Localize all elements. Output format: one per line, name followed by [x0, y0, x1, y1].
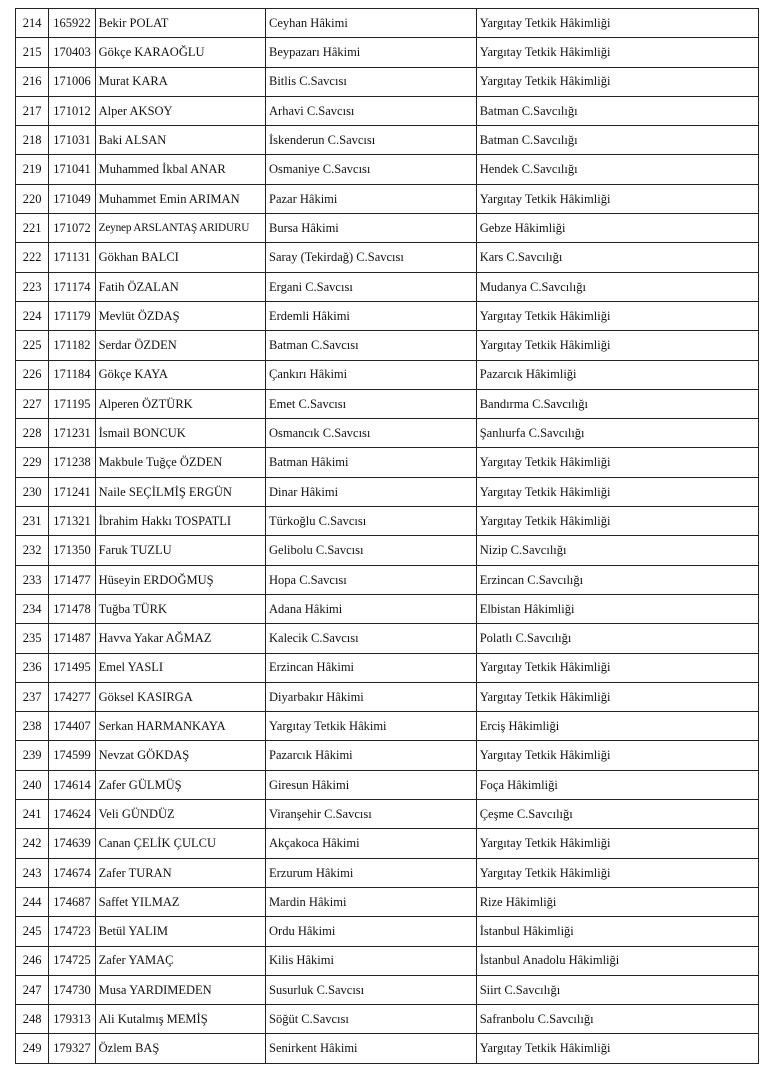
table-row — [16, 565, 759, 594]
row-number-cell: 222 — [16, 243, 49, 272]
person-name-cell: Zeynep ARSLANTAŞ ARIDURU — [95, 214, 265, 243]
row-number-cell: 249 — [16, 1034, 49, 1063]
row-number-cell: 243 — [16, 858, 49, 887]
registry-number-cell: 174730 — [49, 975, 95, 1004]
row-number-cell: 220 — [16, 184, 49, 213]
registry-number-cell: 171321 — [49, 507, 95, 536]
current-position-cell: Saray (Tekirdağ) C.Savcısı — [266, 243, 477, 272]
person-name-cell: Alper AKSOY — [95, 96, 265, 125]
new-position-cell: Yargıtay Tetkik Hâkimliği — [476, 682, 758, 711]
row-number-cell: 235 — [16, 624, 49, 653]
person-name-cell: Özlem BAŞ — [95, 1034, 265, 1063]
table-row — [16, 887, 759, 916]
new-position-cell: Hendek C.Savcılığı — [476, 155, 758, 184]
table-row — [16, 214, 759, 243]
person-name-cell: Hüseyin ERDOĞMUŞ — [95, 565, 265, 594]
row-number-cell: 237 — [16, 682, 49, 711]
table-row — [16, 184, 759, 213]
new-position-cell: Yargıtay Tetkik Hâkimliği — [476, 331, 758, 360]
current-position-cell: Yargıtay Tetkik Hâkimi — [266, 712, 477, 741]
registry-number-cell: 171231 — [49, 419, 95, 448]
table-row — [16, 507, 759, 536]
new-position-cell: Yargıtay Tetkik Hâkimliği — [476, 184, 758, 213]
row-number-cell: 240 — [16, 770, 49, 799]
registry-number-cell: 171031 — [49, 126, 95, 155]
current-position-cell: Kilis Hâkimi — [266, 946, 477, 975]
row-number-cell: 245 — [16, 917, 49, 946]
current-position-cell: Adana Hâkimi — [266, 594, 477, 623]
row-number-cell: 217 — [16, 96, 49, 125]
current-position-cell: Osmancık C.Savcısı — [266, 419, 477, 448]
table-row — [16, 38, 759, 67]
row-number-cell: 224 — [16, 301, 49, 330]
person-name-cell: İsmail BONCUK — [95, 419, 265, 448]
table-row — [16, 477, 759, 506]
current-position-cell: Arhavi C.Savcısı — [266, 96, 477, 125]
new-position-cell: Yargıtay Tetkik Hâkimliği — [476, 653, 758, 682]
current-position-cell: Akçakoca Hâkimi — [266, 829, 477, 858]
row-number-cell: 218 — [16, 126, 49, 155]
current-position-cell: Ceyhan Hâkimi — [266, 9, 477, 38]
row-number-cell: 236 — [16, 653, 49, 682]
row-number-cell: 232 — [16, 536, 49, 565]
table-row — [16, 9, 759, 38]
registry-number-cell: 171174 — [49, 272, 95, 301]
new-position-cell: Yargıtay Tetkik Hâkimliği — [476, 448, 758, 477]
person-name-cell: Muhammet Emin ARIMAN — [95, 184, 265, 213]
decree-list-page — [15, 8, 759, 1064]
new-position-cell: Yargıtay Tetkik Hâkimliği — [476, 9, 758, 38]
new-position-cell: Yargıtay Tetkik Hâkimliği — [476, 741, 758, 770]
table-row — [16, 682, 759, 711]
new-position-cell: Yargıtay Tetkik Hâkimliği — [476, 858, 758, 887]
current-position-cell: Türkoğlu C.Savcısı — [266, 507, 477, 536]
person-name-cell: Gökçe KAYA — [95, 360, 265, 389]
registry-number-cell: 171182 — [49, 331, 95, 360]
current-position-cell: Senirkent Hâkimi — [266, 1034, 477, 1063]
new-position-cell: Çeşme C.Savcılığı — [476, 800, 758, 829]
new-position-cell: Nizip C.Savcılığı — [476, 536, 758, 565]
new-position-cell: Şanlıurfa C.Savcılığı — [476, 419, 758, 448]
current-position-cell: Ordu Hâkimi — [266, 917, 477, 946]
new-position-cell: Yargıtay Tetkik Hâkimliği — [476, 301, 758, 330]
row-number-cell: 221 — [16, 214, 49, 243]
table-row — [16, 331, 759, 360]
new-position-cell: Erzincan C.Savcılığı — [476, 565, 758, 594]
row-number-cell: 234 — [16, 594, 49, 623]
current-position-cell: İskenderun C.Savcısı — [266, 126, 477, 155]
table-row — [16, 975, 759, 1004]
registry-number-cell: 174723 — [49, 917, 95, 946]
new-position-cell: Pazarcık Hâkimliği — [476, 360, 758, 389]
new-position-cell: Siirt C.Savcılığı — [476, 975, 758, 1004]
table-row — [16, 741, 759, 770]
person-name-cell: Ali Kutalmış MEMİŞ — [95, 1005, 265, 1034]
registry-number-cell: 179327 — [49, 1034, 95, 1063]
table-row — [16, 96, 759, 125]
person-name-cell: Betül YALIM — [95, 917, 265, 946]
row-number-cell: 225 — [16, 331, 49, 360]
person-name-cell: Tuğba TÜRK — [95, 594, 265, 623]
table-row — [16, 360, 759, 389]
current-position-cell: Diyarbakır Hâkimi — [266, 682, 477, 711]
person-name-cell: Naile SEÇİLMİŞ ERGÜN — [95, 477, 265, 506]
current-position-cell: Emet C.Savcısı — [266, 389, 477, 418]
new-position-cell: Yargıtay Tetkik Hâkimliği — [476, 38, 758, 67]
current-position-cell: Hopa C.Savcısı — [266, 565, 477, 594]
registry-number-cell: 171195 — [49, 389, 95, 418]
row-number-cell: 223 — [16, 272, 49, 301]
new-position-cell: Yargıtay Tetkik Hâkimliği — [476, 829, 758, 858]
new-position-cell: Erciş Hâkimliği — [476, 712, 758, 741]
current-position-cell: Viranşehir C.Savcısı — [266, 800, 477, 829]
current-position-cell: Pazar Hâkimi — [266, 184, 477, 213]
registry-number-cell: 174725 — [49, 946, 95, 975]
person-name-cell: Gökçe KARAOĞLU — [95, 38, 265, 67]
registry-number-cell: 165922 — [49, 9, 95, 38]
person-name-cell: Veli GÜNDÜZ — [95, 800, 265, 829]
current-position-cell: Beypazarı Hâkimi — [266, 38, 477, 67]
table-row — [16, 448, 759, 477]
table-row — [16, 770, 759, 799]
current-position-cell: Çankırı Hâkimi — [266, 360, 477, 389]
person-name-cell: İbrahim Hakkı TOSPATLI — [95, 507, 265, 536]
table-row — [16, 594, 759, 623]
registry-number-cell: 174614 — [49, 770, 95, 799]
new-position-cell: Yargıtay Tetkik Hâkimliği — [476, 477, 758, 506]
person-name-cell: Fatih ÖZALAN — [95, 272, 265, 301]
new-position-cell: Batman C.Savcılığı — [476, 126, 758, 155]
row-number-cell: 226 — [16, 360, 49, 389]
table-row — [16, 800, 759, 829]
person-name-cell: Bekir POLAT — [95, 9, 265, 38]
person-name-cell: Muhammed İkbal ANAR — [95, 155, 265, 184]
new-position-cell: İstanbul Hâkimliği — [476, 917, 758, 946]
current-position-cell: Kalecik C.Savcısı — [266, 624, 477, 653]
row-number-cell: 215 — [16, 38, 49, 67]
registry-number-cell: 171241 — [49, 477, 95, 506]
person-name-cell: Gökhan BALCI — [95, 243, 265, 272]
table-row — [16, 126, 759, 155]
current-position-cell: Erdemli Hâkimi — [266, 301, 477, 330]
registry-number-cell: 171131 — [49, 243, 95, 272]
current-position-cell: Batman C.Savcısı — [266, 331, 477, 360]
person-name-cell: Göksel KASIRGA — [95, 682, 265, 711]
row-number-cell: 231 — [16, 507, 49, 536]
registry-number-cell: 171049 — [49, 184, 95, 213]
table-row — [16, 829, 759, 858]
registry-number-cell: 171012 — [49, 96, 95, 125]
new-position-cell: Yargıtay Tetkik Hâkimliği — [476, 507, 758, 536]
table-row — [16, 243, 759, 272]
table-row — [16, 858, 759, 887]
person-name-cell: Nevzat GÖKDAŞ — [95, 741, 265, 770]
row-number-cell: 244 — [16, 887, 49, 916]
new-position-cell: Yargıtay Tetkik Hâkimliği — [476, 67, 758, 96]
current-position-cell: Batman Hâkimi — [266, 448, 477, 477]
current-position-cell: Osmaniye C.Savcısı — [266, 155, 477, 184]
table-row — [16, 389, 759, 418]
person-name-cell: Zafer TURAN — [95, 858, 265, 887]
person-name-cell: Zafer GÜLMÜŞ — [95, 770, 265, 799]
person-name-cell: Canan ÇELİK ÇULCU — [95, 829, 265, 858]
person-name-cell: Musa YARDIMEDEN — [95, 975, 265, 1004]
current-position-cell: Erzurum Hâkimi — [266, 858, 477, 887]
registry-number-cell: 174624 — [49, 800, 95, 829]
current-position-cell: Pazarcık Hâkimi — [266, 741, 477, 770]
person-name-cell: Makbule Tuğçe ÖZDEN — [95, 448, 265, 477]
new-position-cell: Bandırma C.Savcılığı — [476, 389, 758, 418]
table-row — [16, 624, 759, 653]
person-name-cell: Zafer YAMAÇ — [95, 946, 265, 975]
registry-number-cell: 171350 — [49, 536, 95, 565]
registry-number-cell: 171072 — [49, 214, 95, 243]
person-name-cell: Mevlüt ÖZDAŞ — [95, 301, 265, 330]
new-position-cell: Elbistan Hâkimliği — [476, 594, 758, 623]
table-row — [16, 1005, 759, 1034]
current-position-cell: Bitlis C.Savcısı — [266, 67, 477, 96]
row-number-cell: 227 — [16, 389, 49, 418]
current-position-cell: Ergani C.Savcısı — [266, 272, 477, 301]
registry-number-cell: 174277 — [49, 682, 95, 711]
current-position-cell: Gelibolu C.Savcısı — [266, 536, 477, 565]
row-number-cell: 219 — [16, 155, 49, 184]
row-number-cell: 214 — [16, 9, 49, 38]
registry-number-cell: 174687 — [49, 887, 95, 916]
row-number-cell: 230 — [16, 477, 49, 506]
person-name-cell: Faruk TUZLU — [95, 536, 265, 565]
current-position-cell: Erzincan Hâkimi — [266, 653, 477, 682]
row-number-cell: 216 — [16, 67, 49, 96]
registry-number-cell: 171477 — [49, 565, 95, 594]
person-name-cell: Emel YASLI — [95, 653, 265, 682]
appointment-table — [15, 8, 759, 1064]
new-position-cell: Yargıtay Tetkik Hâkimliği — [476, 1034, 758, 1063]
new-position-cell: Gebze Hâkimliği — [476, 214, 758, 243]
registry-number-cell: 171487 — [49, 624, 95, 653]
row-number-cell: 241 — [16, 800, 49, 829]
person-name-cell: Baki ALSAN — [95, 126, 265, 155]
table-row — [16, 653, 759, 682]
new-position-cell: Batman C.Savcılığı — [476, 96, 758, 125]
person-name-cell: Saffet YILMAZ — [95, 887, 265, 916]
table-row — [16, 917, 759, 946]
row-number-cell: 233 — [16, 565, 49, 594]
registry-number-cell: 171006 — [49, 67, 95, 96]
current-position-cell: Giresun Hâkimi — [266, 770, 477, 799]
person-name-cell: Serkan HARMANKAYA — [95, 712, 265, 741]
new-position-cell: Mudanya C.Savcılığı — [476, 272, 758, 301]
row-number-cell: 238 — [16, 712, 49, 741]
new-position-cell: Rize Hâkimliği — [476, 887, 758, 916]
table-row — [16, 946, 759, 975]
registry-number-cell: 171041 — [49, 155, 95, 184]
current-position-cell: Mardin Hâkimi — [266, 887, 477, 916]
table-row — [16, 272, 759, 301]
table-row — [16, 67, 759, 96]
row-number-cell: 246 — [16, 946, 49, 975]
row-number-cell: 239 — [16, 741, 49, 770]
person-name-cell: Serdar ÖZDEN — [95, 331, 265, 360]
table-row — [16, 1034, 759, 1063]
appointment-table-body — [16, 9, 759, 1064]
new-position-cell: İstanbul Anadolu Hâkimliği — [476, 946, 758, 975]
new-position-cell: Kars C.Savcılığı — [476, 243, 758, 272]
registry-number-cell: 174639 — [49, 829, 95, 858]
table-row — [16, 155, 759, 184]
registry-number-cell: 174674 — [49, 858, 95, 887]
registry-number-cell: 171478 — [49, 594, 95, 623]
person-name-cell: Havva Yakar AĞMAZ — [95, 624, 265, 653]
person-name-cell: Murat KARA — [95, 67, 265, 96]
registry-number-cell: 171179 — [49, 301, 95, 330]
person-name-cell: Alperen ÖZTÜRK — [95, 389, 265, 418]
registry-number-cell: 170403 — [49, 38, 95, 67]
registry-number-cell: 171495 — [49, 653, 95, 682]
registry-number-cell: 171238 — [49, 448, 95, 477]
row-number-cell: 247 — [16, 975, 49, 1004]
table-row — [16, 536, 759, 565]
row-number-cell: 228 — [16, 419, 49, 448]
row-number-cell: 242 — [16, 829, 49, 858]
current-position-cell: Susurluk C.Savcısı — [266, 975, 477, 1004]
registry-number-cell: 171184 — [49, 360, 95, 389]
table-row — [16, 712, 759, 741]
new-position-cell: Safranbolu C.Savcılığı — [476, 1005, 758, 1034]
current-position-cell: Bursa Hâkimi — [266, 214, 477, 243]
row-number-cell: 248 — [16, 1005, 49, 1034]
new-position-cell: Foça Hâkimliği — [476, 770, 758, 799]
registry-number-cell: 174599 — [49, 741, 95, 770]
row-number-cell: 229 — [16, 448, 49, 477]
registry-number-cell: 179313 — [49, 1005, 95, 1034]
current-position-cell: Söğüt C.Savcısı — [266, 1005, 477, 1034]
new-position-cell: Polatlı C.Savcılığı — [476, 624, 758, 653]
table-row — [16, 301, 759, 330]
table-row — [16, 419, 759, 448]
registry-number-cell: 174407 — [49, 712, 95, 741]
current-position-cell: Dinar Hâkimi — [266, 477, 477, 506]
